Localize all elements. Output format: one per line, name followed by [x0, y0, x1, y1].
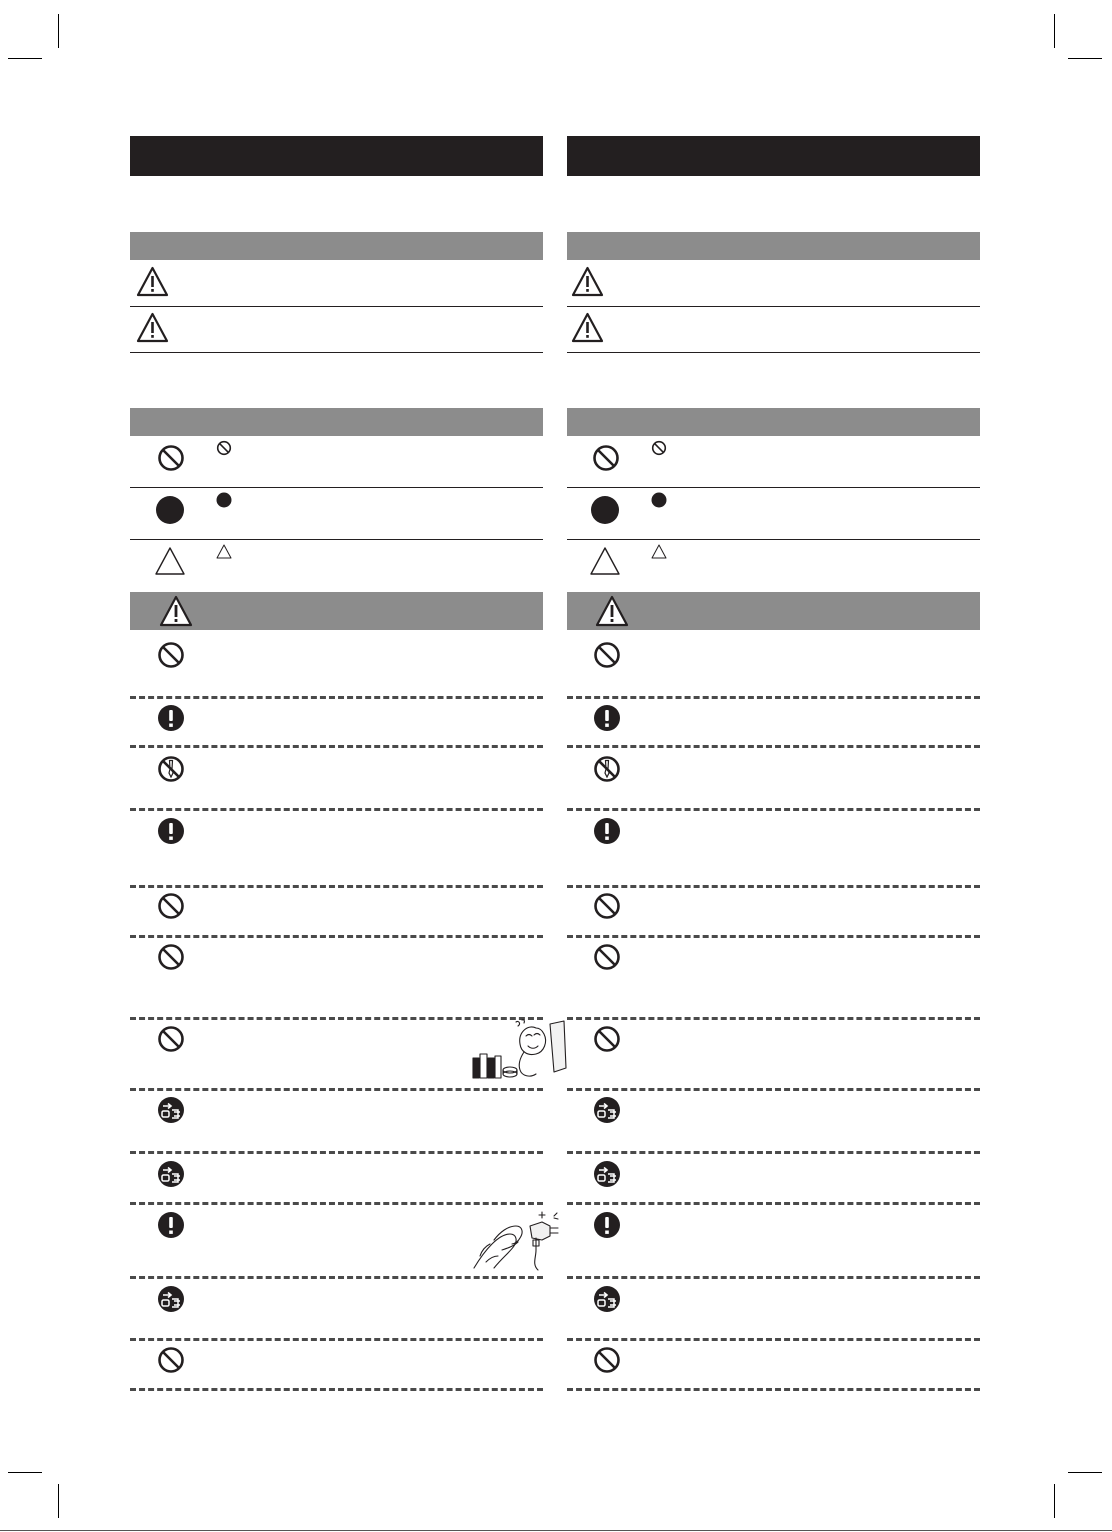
mandatory-dot-icon — [155, 495, 185, 525]
warning-triangle-icon — [571, 266, 604, 297]
prohibition-icon — [593, 1025, 621, 1053]
exclamation-icon — [593, 1211, 621, 1239]
left-dashed-divider — [130, 1202, 543, 1205]
unplug-icon — [593, 1285, 621, 1313]
right-dashed-divider — [567, 1202, 980, 1205]
left-signal-divider — [130, 306, 543, 307]
mandatory-dot-small-icon — [651, 492, 667, 508]
prohibition-icon — [593, 1346, 621, 1374]
left-dashed-divider — [130, 1338, 543, 1341]
crop-mark-bottom-right-v — [1054, 1484, 1055, 1518]
left-dashed-divider — [130, 1276, 543, 1279]
prohibition-icon — [157, 1346, 185, 1374]
right-dashed-divider — [567, 1338, 980, 1341]
crop-mark-top-right-v — [1054, 14, 1055, 48]
warning-triangle-icon — [159, 595, 193, 627]
crop-mark-top-left-h — [8, 58, 42, 59]
crop-mark-bottom-left-h — [8, 1472, 42, 1473]
warning-triangle-icon — [571, 312, 604, 343]
right-dashed-divider — [567, 1017, 980, 1020]
prohibition-icon — [157, 943, 185, 971]
left-dashed-divider — [130, 696, 543, 699]
right-dashed-divider — [567, 935, 980, 938]
left-legend-divider-2 — [130, 539, 543, 540]
left-signal-bottom-rule — [130, 352, 543, 353]
prohibition-icon — [593, 641, 621, 669]
left-warning-section-bar — [130, 592, 543, 630]
unplug-icon — [157, 1096, 185, 1124]
prohibition-icon — [592, 444, 620, 472]
right-dashed-divider — [567, 808, 980, 811]
right-dashed-divider — [567, 1151, 980, 1154]
prohibition-icon — [593, 892, 621, 920]
caution-triangle-small-icon — [651, 544, 667, 559]
caution-triangle-icon — [154, 546, 186, 576]
right-title-bar — [567, 136, 980, 176]
left-signal-section-bar — [130, 232, 543, 260]
right-dashed-divider — [567, 1276, 980, 1279]
right-signal-bottom-rule — [567, 352, 980, 353]
child-with-batteries-illustration — [470, 1018, 572, 1084]
crop-mark-bottom-left-v — [58, 1484, 59, 1518]
exclamation-icon — [593, 704, 621, 732]
left-column — [130, 0, 543, 1532]
exclamation-icon — [157, 1211, 185, 1239]
left-title-bar — [130, 136, 543, 176]
mandatory-dot-icon — [590, 495, 620, 525]
left-dashed-divider — [130, 1088, 543, 1091]
left-dashed-divider — [130, 808, 543, 811]
left-legend-section-bar — [130, 408, 543, 436]
left-dashed-divider — [130, 885, 543, 888]
unplug-icon — [157, 1285, 185, 1313]
unplug-icon — [593, 1160, 621, 1188]
prohibition-icon — [157, 1025, 185, 1053]
right-column — [567, 0, 980, 1532]
prohibition-small-icon — [651, 440, 667, 456]
warning-triangle-icon — [136, 312, 169, 343]
unplug-icon — [157, 1160, 185, 1188]
right-dashed-divider — [567, 745, 980, 748]
right-legend-divider-2 — [567, 539, 980, 540]
prohibition-icon — [157, 444, 185, 472]
prohibition-small-icon — [216, 440, 232, 456]
right-warning-section-bar — [567, 592, 980, 630]
right-signal-section-bar — [567, 232, 980, 260]
prohibition-icon — [593, 943, 621, 971]
left-dashed-divider — [130, 745, 543, 748]
caution-triangle-icon — [589, 546, 621, 576]
crop-mark-bottom-right-h — [1068, 1472, 1102, 1473]
exclamation-icon — [157, 704, 185, 732]
left-dashed-divider — [130, 1151, 543, 1154]
left-legend-divider-1 — [130, 487, 543, 488]
prohibition-icon — [157, 892, 185, 920]
crop-mark-top-right-h — [1068, 58, 1102, 59]
mandatory-dot-small-icon — [216, 492, 232, 508]
right-legend-divider-1 — [567, 487, 980, 488]
exclamation-icon — [593, 817, 621, 845]
right-dashed-divider — [567, 885, 980, 888]
right-dashed-divider — [567, 1388, 980, 1391]
caution-triangle-small-icon — [216, 544, 232, 559]
right-legend-section-bar — [567, 408, 980, 436]
no-disassembly-icon — [157, 755, 185, 783]
warning-triangle-icon — [595, 595, 629, 627]
exclamation-icon — [157, 817, 185, 845]
no-disassembly-icon — [593, 755, 621, 783]
left-dashed-divider — [130, 1388, 543, 1391]
right-dashed-divider — [567, 1088, 980, 1091]
right-signal-divider — [567, 306, 980, 307]
unplug-icon — [593, 1096, 621, 1124]
wipe-plug-illustration — [472, 1210, 564, 1272]
left-dashed-divider — [130, 935, 543, 938]
right-dashed-divider — [567, 696, 980, 699]
warning-triangle-icon — [136, 266, 169, 297]
prohibition-icon — [157, 641, 185, 669]
crop-mark-top-left-v — [58, 14, 59, 48]
